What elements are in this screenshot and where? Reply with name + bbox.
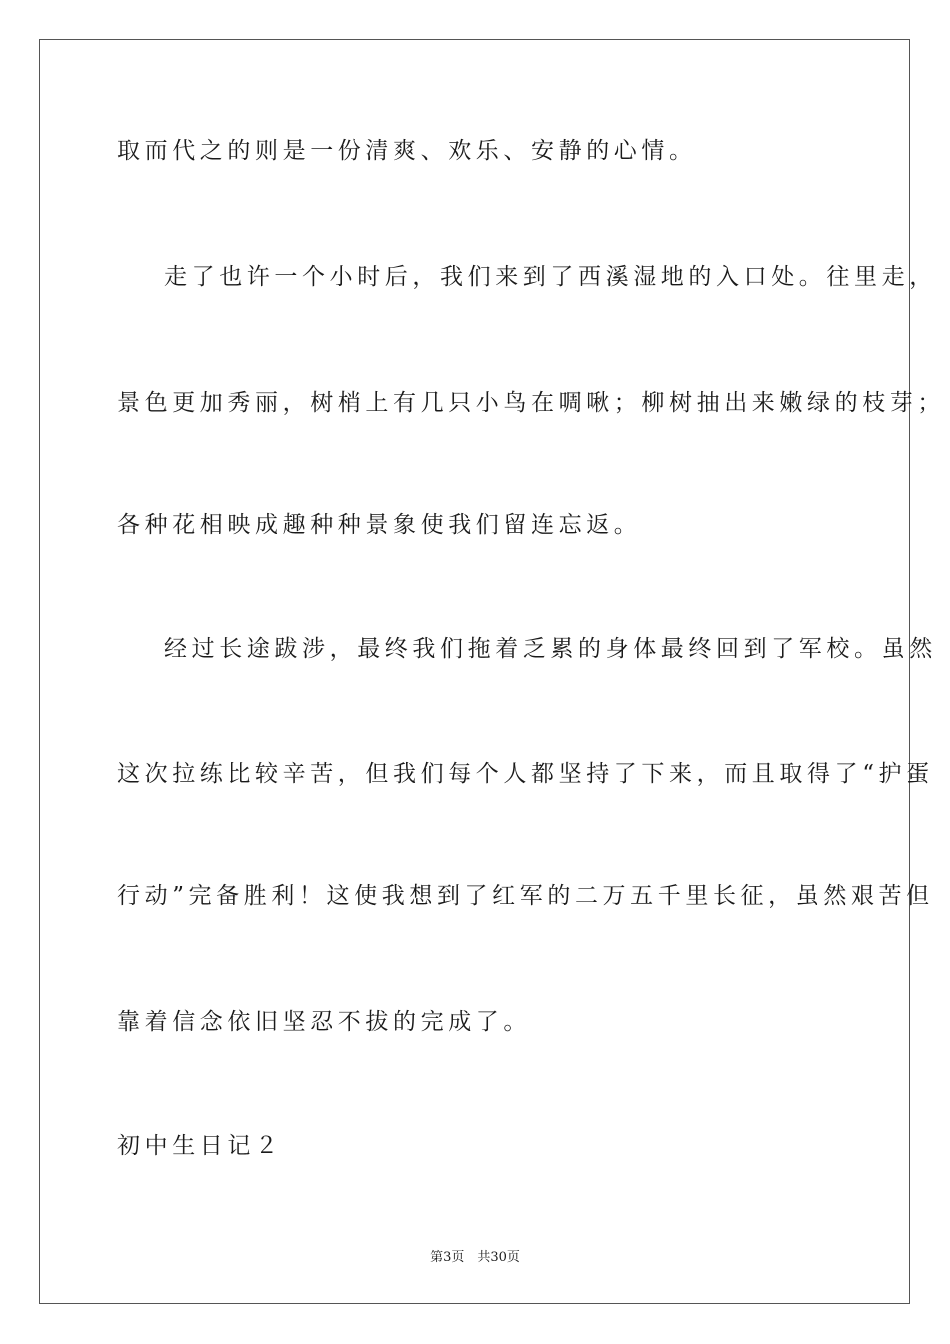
paragraph-line: 这次拉练比较辛苦，但我们每个人都坚持了下来，而且取得了“护蛋 [117,761,934,787]
paragraph-line: 靠着信念依旧坚忍不拔的完成了。 [117,1009,531,1035]
paragraph-line: 各种花相映成趣种种景象使我们留连忘返。 [117,512,642,538]
paragraph-line: 行动”完备胜利！这使我想到了红军的二万五千里长征，虽然艰苦但 [117,883,934,909]
section-heading: 初中生日记２ [117,1133,283,1159]
paragraph-line: 取而代之的则是一份清爽、欢乐、安静的心情。 [117,138,697,164]
page-number: 第3页 共30页 [430,1250,520,1265]
paragraph-line: 经过长途跋涉，最终我们拖着乏累的身体最终回到了军校。虽然 [164,636,937,662]
paragraph-line: 走了也许一个小时后，我们来到了西溪湿地的入口处。往里走， [164,264,937,290]
paragraph-line: 景色更加秀丽，树梢上有几只小鸟在啁啾；柳树抽出来嫩绿的枝芽； [117,390,945,416]
page-border [39,39,945,1304]
